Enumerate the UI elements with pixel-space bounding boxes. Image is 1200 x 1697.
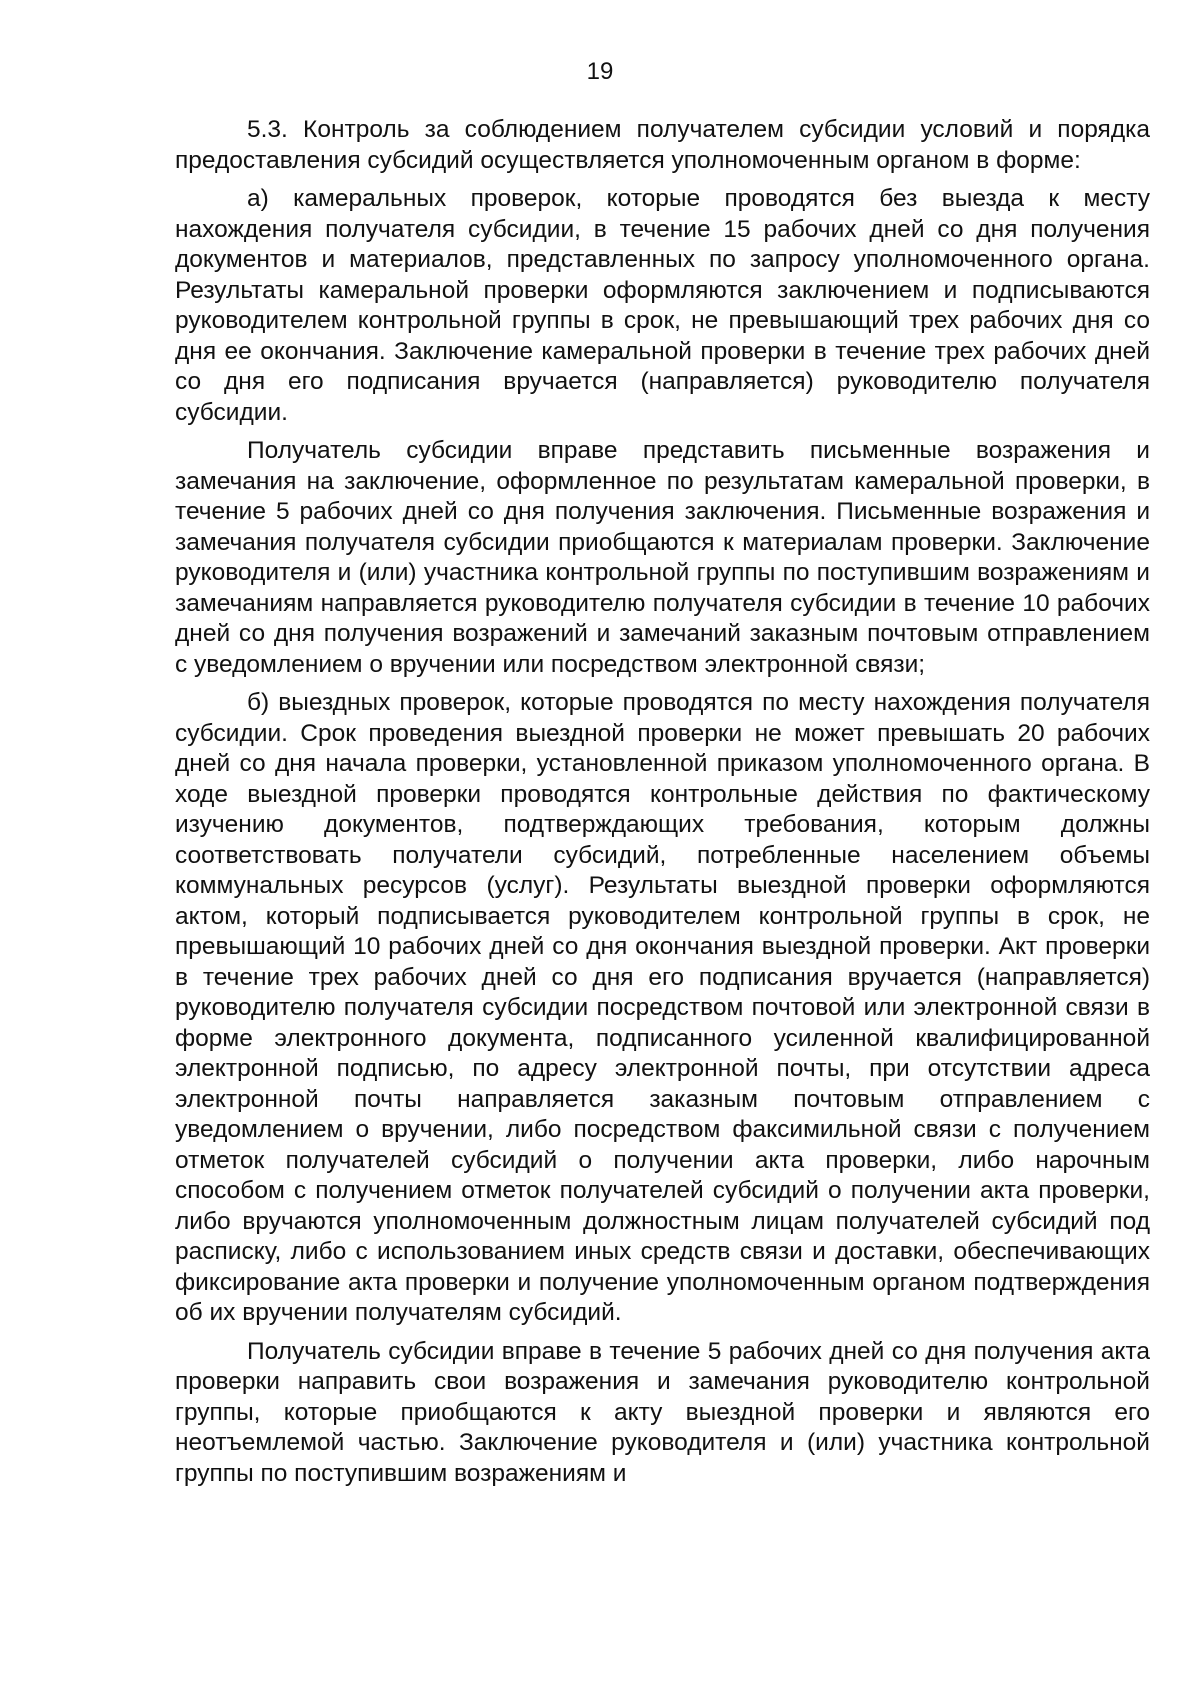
paragraph-desk-audit-objections: Получатель субсидии вправе представить письменные возражения и замечания на заключение, оформленное по результатам камеральной проверки, в течение 5 рабочих дней со дня получения заключения. Письменные возражения и замечания получателя субсидии приобщаются к материалам проверки. Заключение руководителя и (или) участника контрольной группы по поступившим возражениям и замечаниям направляется руководителю получателя субсидии в течение 10 рабочих дней со дня получения возражений и замечаний заказным почтовым отправлением с уведомлением о вручении или посредством электронной связи; <box>175 437 1150 678</box>
document-body <box>175 115 1150 1497</box>
paragraph-field-audit-objections: Получатель субсидии вправе в течение 5 рабочих дней со дня получения акта проверки направить свои возражения и замечания руководителю контрольной группы, которые приобщаются к акту выездной проверки и являются его неотъемлемой частью. Заключение руководителя и (или) участника контрольной группы по поступившим возражениям и <box>175 1337 1150 1487</box>
paragraph-field-audits: б) выездных проверок, которые проводятся по месту нахождения получателя субсидии. Срок проведения выездной проверки не может превышать 20 рабочих дней со дня начала проверки, установленной приказом уполномоченного органа. В ходе выездной проверки проводятся контрольные действия по фактическому изучению документов, подтверждающих требования, которым должны соответствовать получатели субсидий, потребленные населением объемы коммунальных ресурсов (услуг). Результаты выездной проверки оформляются актом, который подписывается руководителем контрольной группы в срок, не превышающий 10 рабочих дней со дня окончания выездной проверки. Акт проверки в течение трех рабочих дней со дня его подписания вручается (направляется) руководителю получателя субсидии посредством почтовой или электронной связи в форме электронного документа, подписанного усиленной квалифицированной электронной подписью, по адресу электронной почты, при отсутствии адреса электронной почты направляется заказным почтовым отправлением с уведомлением о вручении, либо посредством факсимильной связи с получением отметок получателей субсидий о получении акта проверки, либо нарочным способом с получением отметок получателей субсидий о получении акта проверки, либо вручаются уполномоченным должностным лицам получателей субсидий под расписку, либо с использованием иных средств связи и доставки, обеспечивающих фиксирование акта проверки и получение уполномоченным органом подтверждения об их вручении получателям субсидий. <box>175 689 1150 1326</box>
paragraph-5-3: 5.3. Контроль за соблюдением получателем субсидии условий и порядка предоставления субсидий осуществляется уполномоченным органом в форме: <box>175 116 1150 174</box>
paragraph-desk-audits: а) камеральных проверок, которые проводятся без выезда к месту нахождения получателя субсидии, в течение 15 рабочих дней со дня получения документов и материалов, представленных по запросу уполномоченного органа. Результаты камеральной проверки оформляются заключением и подписываются руководителем контрольной группы в срок, не превышающий трех рабочих дня со дня ее окончания. Заключение камеральной проверки в течение трех рабочих дней со дня его подписания вручается (направляется) руководителю получателя субсидии. <box>175 185 1150 426</box>
page-number: 19 <box>586 58 614 85</box>
